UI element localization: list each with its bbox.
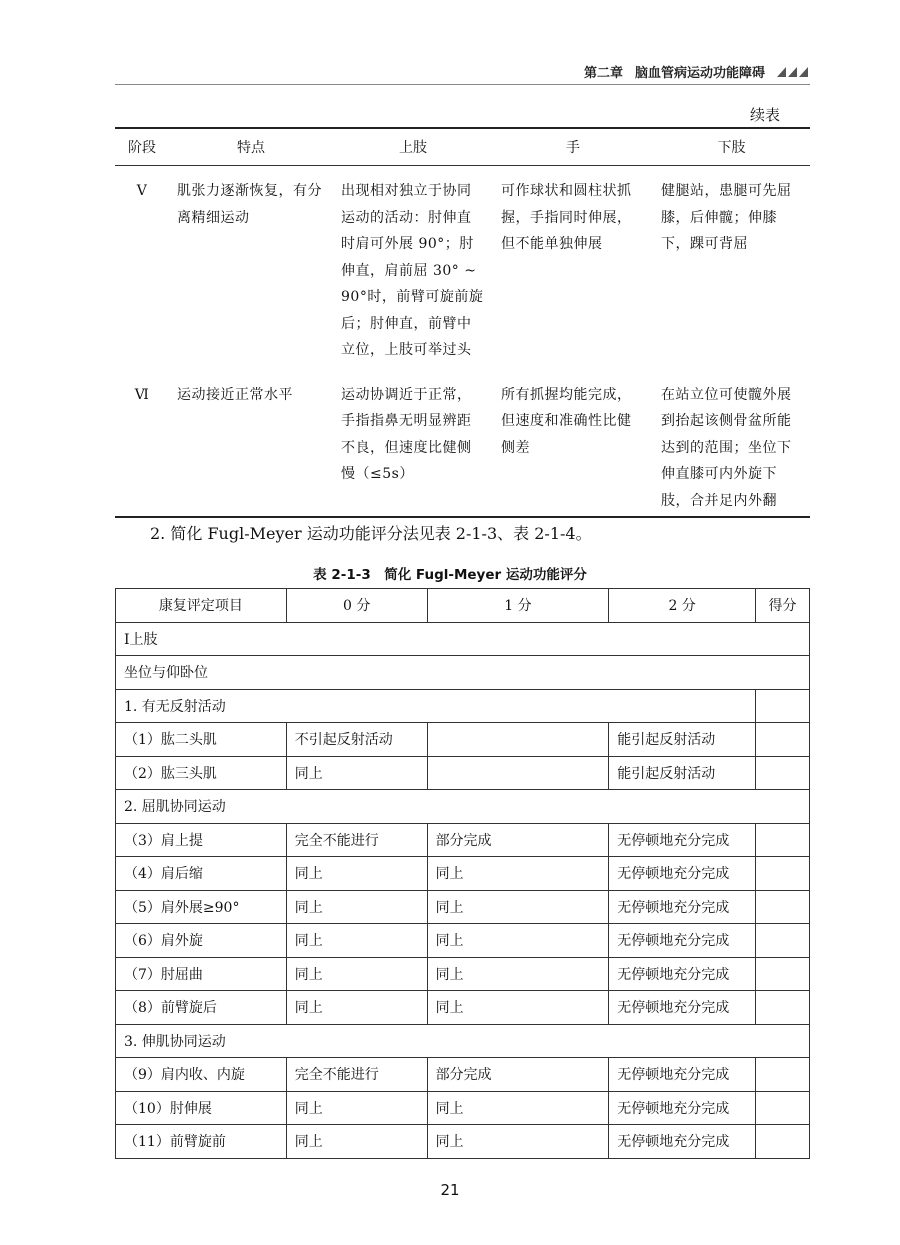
item-cell: （1）肱二头肌 (116, 723, 287, 757)
score1-cell: 同上 (427, 1091, 609, 1125)
score0-cell: 同上 (286, 1125, 427, 1159)
score2-cell: 无停顿地充分完成 (609, 1125, 756, 1159)
score2-cell: 无停顿地充分完成 (609, 857, 756, 891)
column-header: 2 分 (609, 589, 756, 623)
score-cell (756, 1058, 810, 1092)
score1-cell: 同上 (427, 924, 609, 958)
score-cell (756, 723, 810, 757)
column-header: 1 分 (427, 589, 609, 623)
item-cell: （5）肩外展≥90° (116, 890, 287, 924)
item-cell: （6）肩外旋 (116, 924, 287, 958)
score0-cell: 同上 (286, 890, 427, 924)
subsection-label: 坐位与仰卧位 (116, 656, 810, 690)
column-header: 下肢 (653, 128, 810, 166)
subsection-row (116, 656, 810, 690)
table-row (116, 857, 810, 891)
score-cell (756, 991, 810, 1025)
group-label: 1. 有无反射活动 (116, 689, 756, 723)
section-row (116, 622, 810, 656)
score0-cell: 同上 (286, 857, 427, 891)
item-cell: （9）肩内收、内旋 (116, 1058, 287, 1092)
score2-cell: 无停顿地充分完成 (609, 823, 756, 857)
table-row (116, 1125, 810, 1159)
score0-cell: 同上 (286, 957, 427, 991)
section-label: Ⅰ上肢 (116, 622, 810, 656)
score-cell (756, 890, 810, 924)
table-row (116, 957, 810, 991)
score1-cell: 同上 (427, 857, 609, 891)
score-cell (756, 1125, 810, 1159)
column-header: 手 (493, 128, 653, 166)
chapter-label: 第二章 (583, 66, 623, 81)
score0-cell: 不引起反射活动 (286, 723, 427, 757)
feature-cell: 肌张力逐渐恢复，有分离精细运动 (177, 183, 322, 226)
score-cell (756, 857, 810, 891)
table-row (115, 166, 810, 370)
group-row (116, 689, 810, 723)
score2-cell: 无停顿地充分完成 (609, 957, 756, 991)
table-row (116, 890, 810, 924)
chapter-title: 脑血管病运动功能障碍 (634, 66, 765, 81)
fugl-meyer-table (115, 588, 810, 1159)
table-row (116, 991, 810, 1025)
stage-cell: Ⅵ (115, 370, 169, 518)
score-cell (756, 957, 810, 991)
score-cell (756, 756, 810, 790)
lower-limb-cell: 在站立位可使髋外展到抬起该侧骨盆所能达到的范围；坐位下伸直膝可内外旋下肢，合并足内外翻 (653, 370, 810, 518)
header-divider (115, 84, 810, 85)
column-header: 得分 (756, 589, 810, 623)
item-cell: （11）前臂旋前 (116, 1125, 287, 1159)
table-row (116, 1091, 810, 1125)
score1-cell: 部分完成 (427, 1058, 609, 1092)
table-caption: 表 2-1-3 简化 Fugl-Meyer 运动功能评分 (313, 567, 587, 583)
decorative-triangles-icon (777, 67, 808, 77)
score1-cell: 部分完成 (427, 823, 609, 857)
score2-cell: 无停顿地充分完成 (609, 1058, 756, 1092)
item-cell: （8）前臂旋后 (116, 991, 287, 1025)
score-cell (756, 1091, 810, 1125)
column-header: 0 分 (286, 589, 427, 623)
table-header-row (115, 128, 810, 166)
table-row (116, 823, 810, 857)
score0-cell: 完全不能进行 (286, 823, 427, 857)
score2-cell: 无停顿地充分完成 (609, 890, 756, 924)
column-header: 上肢 (333, 128, 493, 166)
stage-cell: Ⅴ (136, 183, 148, 199)
group-row (116, 790, 810, 824)
running-header (584, 62, 808, 81)
table-row (116, 756, 810, 790)
table-row (116, 924, 810, 958)
column-header: 康复评定项目 (116, 589, 287, 623)
feature-cell: 运动接近正常水平 (169, 370, 333, 518)
item-cell: （3）肩上提 (116, 823, 287, 857)
score0-cell: 同上 (286, 991, 427, 1025)
upper-limb-cell: 运动协调近于正常，手指指鼻无明显辨距不良，但速度比健侧慢（≤5s） (333, 370, 493, 518)
score-cell (756, 823, 810, 857)
score1-cell: 同上 (427, 957, 609, 991)
score-cell (756, 689, 810, 723)
score1-cell: 同上 (427, 991, 609, 1025)
column-header: 特点 (169, 128, 333, 166)
score1-cell: 同上 (427, 1125, 609, 1159)
column-header: 阶段 (115, 128, 169, 166)
item-cell: （10）肘伸展 (116, 1091, 287, 1125)
score1-cell (427, 723, 609, 757)
continued-table (115, 127, 810, 518)
lower-limb-cell: 健腿站，患腿可先屈膝，后伸髋；伸膝下，踝可背屈 (661, 183, 792, 252)
score2-cell: 能引起反射活动 (609, 756, 756, 790)
group-label: 2. 屈肌协同运动 (116, 790, 810, 824)
upper-limb-cell: 出现相对独立于协同运动的活动：肘伸直时肩可外展 90°；肘伸直，肩前屈 30° ~ 90°时，前臂可旋前旋后；肘伸直，前臂中立位，上肢可举过头 (341, 183, 484, 358)
item-cell: （4）肩后缩 (116, 857, 287, 891)
score1-cell: 同上 (427, 890, 609, 924)
score-cell (756, 924, 810, 958)
score1-cell (427, 756, 609, 790)
score2-cell: 无停顿地充分完成 (609, 924, 756, 958)
table-header-row (116, 589, 810, 623)
page-number: 21 (440, 1181, 460, 1199)
score0-cell: 同上 (286, 1091, 427, 1125)
score0-cell: 同上 (286, 756, 427, 790)
item-cell: （2）肱三头肌 (116, 756, 287, 790)
group-row (116, 1024, 810, 1058)
score2-cell: 能引起反射活动 (609, 723, 756, 757)
group-label: 3. 伸肌协同运动 (116, 1024, 810, 1058)
hand-cell: 所有抓握均能完成，但速度和准确性比健侧差 (493, 370, 653, 518)
score0-cell: 完全不能进行 (286, 1058, 427, 1092)
table-row (116, 723, 810, 757)
item-cell: （7）肘屈曲 (116, 957, 287, 991)
table-row (116, 1058, 810, 1092)
table-row (115, 370, 810, 518)
continued-label: 续表 (749, 106, 780, 124)
score2-cell: 无停顿地充分完成 (609, 991, 756, 1025)
hand-cell: 可作球状和圆柱状抓握，手指同时伸展，但不能单独伸展 (501, 183, 632, 252)
score2-cell: 无停顿地充分完成 (609, 1091, 756, 1125)
score0-cell: 同上 (286, 924, 427, 958)
body-paragraph: 2. 简化 Fugl-Meyer 运动功能评分法见表 2-1-3、表 2-1-4。 (150, 524, 592, 543)
